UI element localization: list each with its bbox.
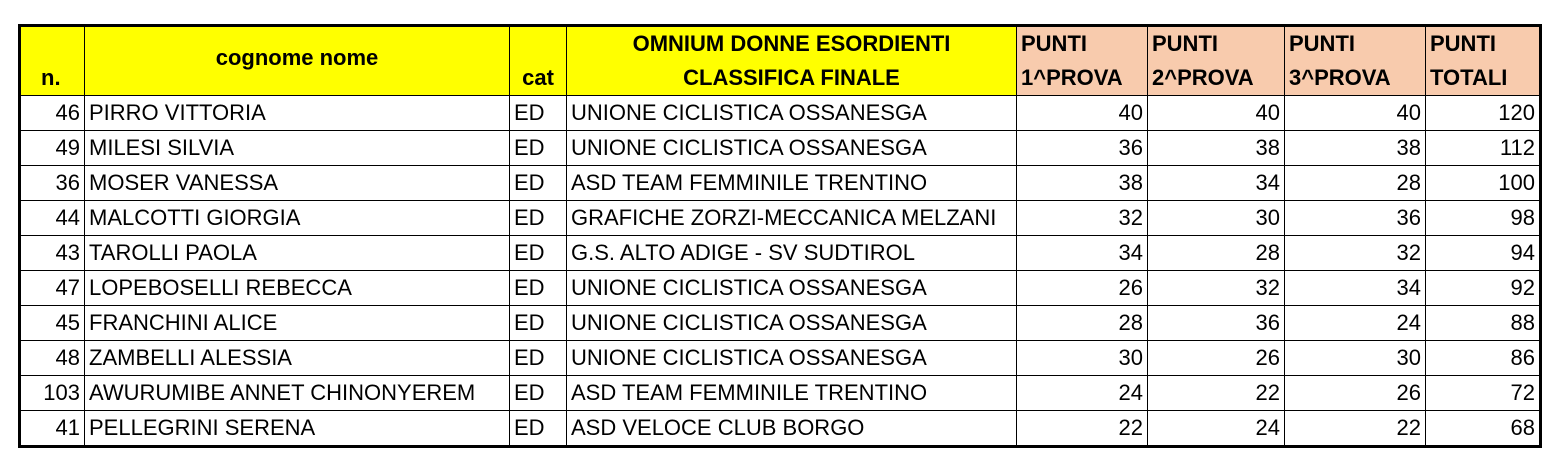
cell-total: 88 <box>1426 306 1541 341</box>
title-line-2: CLASSIFICA FINALE <box>683 65 900 90</box>
table-row <box>20 271 1541 306</box>
col-header-name: cognome nome <box>85 26 510 96</box>
cell-total: 94 <box>1426 236 1541 271</box>
cell-team: G.S. ALTO ADIGE - SV SUDTIROL <box>567 236 1017 271</box>
cell-name: MALCOTTI GIORGIA <box>85 201 510 236</box>
cell-team: ASD TEAM FEMMINILE TRENTINO <box>567 166 1017 201</box>
cell-points-1: 22 <box>1017 411 1148 447</box>
cell-cat: ED <box>510 271 567 306</box>
points-3-line-1: PUNTI <box>1289 31 1355 56</box>
col-header-points-2 <box>1148 26 1285 96</box>
cell-points-1: 38 <box>1017 166 1148 201</box>
cell-points-1: 32 <box>1017 201 1148 236</box>
cell-name: ZAMBELLI ALESSIA <box>85 341 510 376</box>
table-row <box>20 306 1541 341</box>
cell-number: 48 <box>20 341 85 376</box>
cell-team: UNIONE CICLISTICA OSSANESGA <box>567 341 1017 376</box>
table-row <box>20 376 1541 411</box>
col-header-cat: cat <box>510 26 567 96</box>
cell-points-3: 38 <box>1285 131 1426 166</box>
cell-team: GRAFICHE ZORZI-MECCANICA MELZANI <box>567 201 1017 236</box>
cell-number: 46 <box>20 96 85 131</box>
cell-points-2: 24 <box>1148 411 1285 447</box>
cell-cat: ED <box>510 411 567 447</box>
cell-number: 43 <box>20 236 85 271</box>
cell-points-1: 40 <box>1017 96 1148 131</box>
points-1-line-2: 1^PROVA <box>1021 65 1123 90</box>
cell-points-3: 32 <box>1285 236 1426 271</box>
cell-points-2: 34 <box>1148 166 1285 201</box>
cell-team: UNIONE CICLISTICA OSSANESGA <box>567 96 1017 131</box>
cell-points-2: 32 <box>1148 271 1285 306</box>
cell-points-1: 24 <box>1017 376 1148 411</box>
cell-team: UNIONE CICLISTICA OSSANESGA <box>567 306 1017 341</box>
cell-number: 47 <box>20 271 85 306</box>
cell-name: TAROLLI PAOLA <box>85 236 510 271</box>
cell-points-1: 30 <box>1017 341 1148 376</box>
cell-total: 68 <box>1426 411 1541 447</box>
total-line-2: TOTALI <box>1430 65 1508 90</box>
cell-number: 45 <box>20 306 85 341</box>
col-header-total <box>1426 26 1541 96</box>
table-row <box>20 236 1541 271</box>
points-1-line-1: PUNTI <box>1021 31 1087 56</box>
col-header-points-3 <box>1285 26 1426 96</box>
cell-total: 72 <box>1426 376 1541 411</box>
cell-points-1: 36 <box>1017 131 1148 166</box>
col-header-number: n. <box>20 26 85 96</box>
cell-cat: ED <box>510 236 567 271</box>
cell-total: 86 <box>1426 341 1541 376</box>
cell-points-3: 22 <box>1285 411 1426 447</box>
cell-points-2: 38 <box>1148 131 1285 166</box>
cell-points-2: 28 <box>1148 236 1285 271</box>
cell-points-1: 34 <box>1017 236 1148 271</box>
cell-number: 41 <box>20 411 85 447</box>
cell-name: PELLEGRINI SERENA <box>85 411 510 447</box>
cell-points-2: 26 <box>1148 341 1285 376</box>
cell-team: UNIONE CICLISTICA OSSANESGA <box>567 271 1017 306</box>
cell-points-2: 22 <box>1148 376 1285 411</box>
table-row <box>20 96 1541 131</box>
cell-name: PIRRO VITTORIA <box>85 96 510 131</box>
cell-team: ASD VELOCE CLUB BORGO <box>567 411 1017 447</box>
cell-name: AWURUMIBE ANNET CHINONYEREM <box>85 376 510 411</box>
results-table <box>18 24 1542 448</box>
cell-cat: ED <box>510 131 567 166</box>
cell-number: 44 <box>20 201 85 236</box>
cell-points-3: 40 <box>1285 96 1426 131</box>
title-line-1: OMNIUM DONNE ESORDIENTI <box>632 31 951 56</box>
table-row <box>20 166 1541 201</box>
cell-points-3: 28 <box>1285 166 1426 201</box>
cell-total: 92 <box>1426 271 1541 306</box>
cell-team: ASD TEAM FEMMINILE TRENTINO <box>567 376 1017 411</box>
cell-points-1: 26 <box>1017 271 1148 306</box>
table-row <box>20 341 1541 376</box>
cell-points-3: 30 <box>1285 341 1426 376</box>
cell-number: 49 <box>20 131 85 166</box>
cell-points-1: 28 <box>1017 306 1148 341</box>
cell-cat: ED <box>510 341 567 376</box>
points-2-line-2: 2^PROVA <box>1152 65 1254 90</box>
cell-number: 36 <box>20 166 85 201</box>
col-header-points-1 <box>1017 26 1148 96</box>
cell-number: 103 <box>20 376 85 411</box>
table-row <box>20 411 1541 447</box>
cell-points-2: 36 <box>1148 306 1285 341</box>
cell-name: LOPEBOSELLI REBECCA <box>85 271 510 306</box>
cell-total: 120 <box>1426 96 1541 131</box>
cell-name: FRANCHINI ALICE <box>85 306 510 341</box>
cell-points-3: 26 <box>1285 376 1426 411</box>
cell-cat: ED <box>510 96 567 131</box>
points-3-line-2: 3^PROVA <box>1289 65 1391 90</box>
cell-name: MILESI SILVIA <box>85 131 510 166</box>
cell-points-3: 36 <box>1285 201 1426 236</box>
cell-cat: ED <box>510 306 567 341</box>
cell-points-3: 34 <box>1285 271 1426 306</box>
cell-points-2: 40 <box>1148 96 1285 131</box>
points-2-line-1: PUNTI <box>1152 31 1218 56</box>
cell-points-2: 30 <box>1148 201 1285 236</box>
total-line-1: PUNTI <box>1430 31 1496 56</box>
cell-points-3: 24 <box>1285 306 1426 341</box>
table-row <box>20 131 1541 166</box>
cell-total: 100 <box>1426 166 1541 201</box>
cell-total: 112 <box>1426 131 1541 166</box>
cell-cat: ED <box>510 376 567 411</box>
cell-name: MOSER VANESSA <box>85 166 510 201</box>
table-row <box>20 201 1541 236</box>
col-header-title <box>567 26 1017 96</box>
cell-team: UNIONE CICLISTICA OSSANESGA <box>567 131 1017 166</box>
cell-total: 98 <box>1426 201 1541 236</box>
header-row <box>20 26 1541 96</box>
cell-cat: ED <box>510 166 567 201</box>
cell-cat: ED <box>510 201 567 236</box>
